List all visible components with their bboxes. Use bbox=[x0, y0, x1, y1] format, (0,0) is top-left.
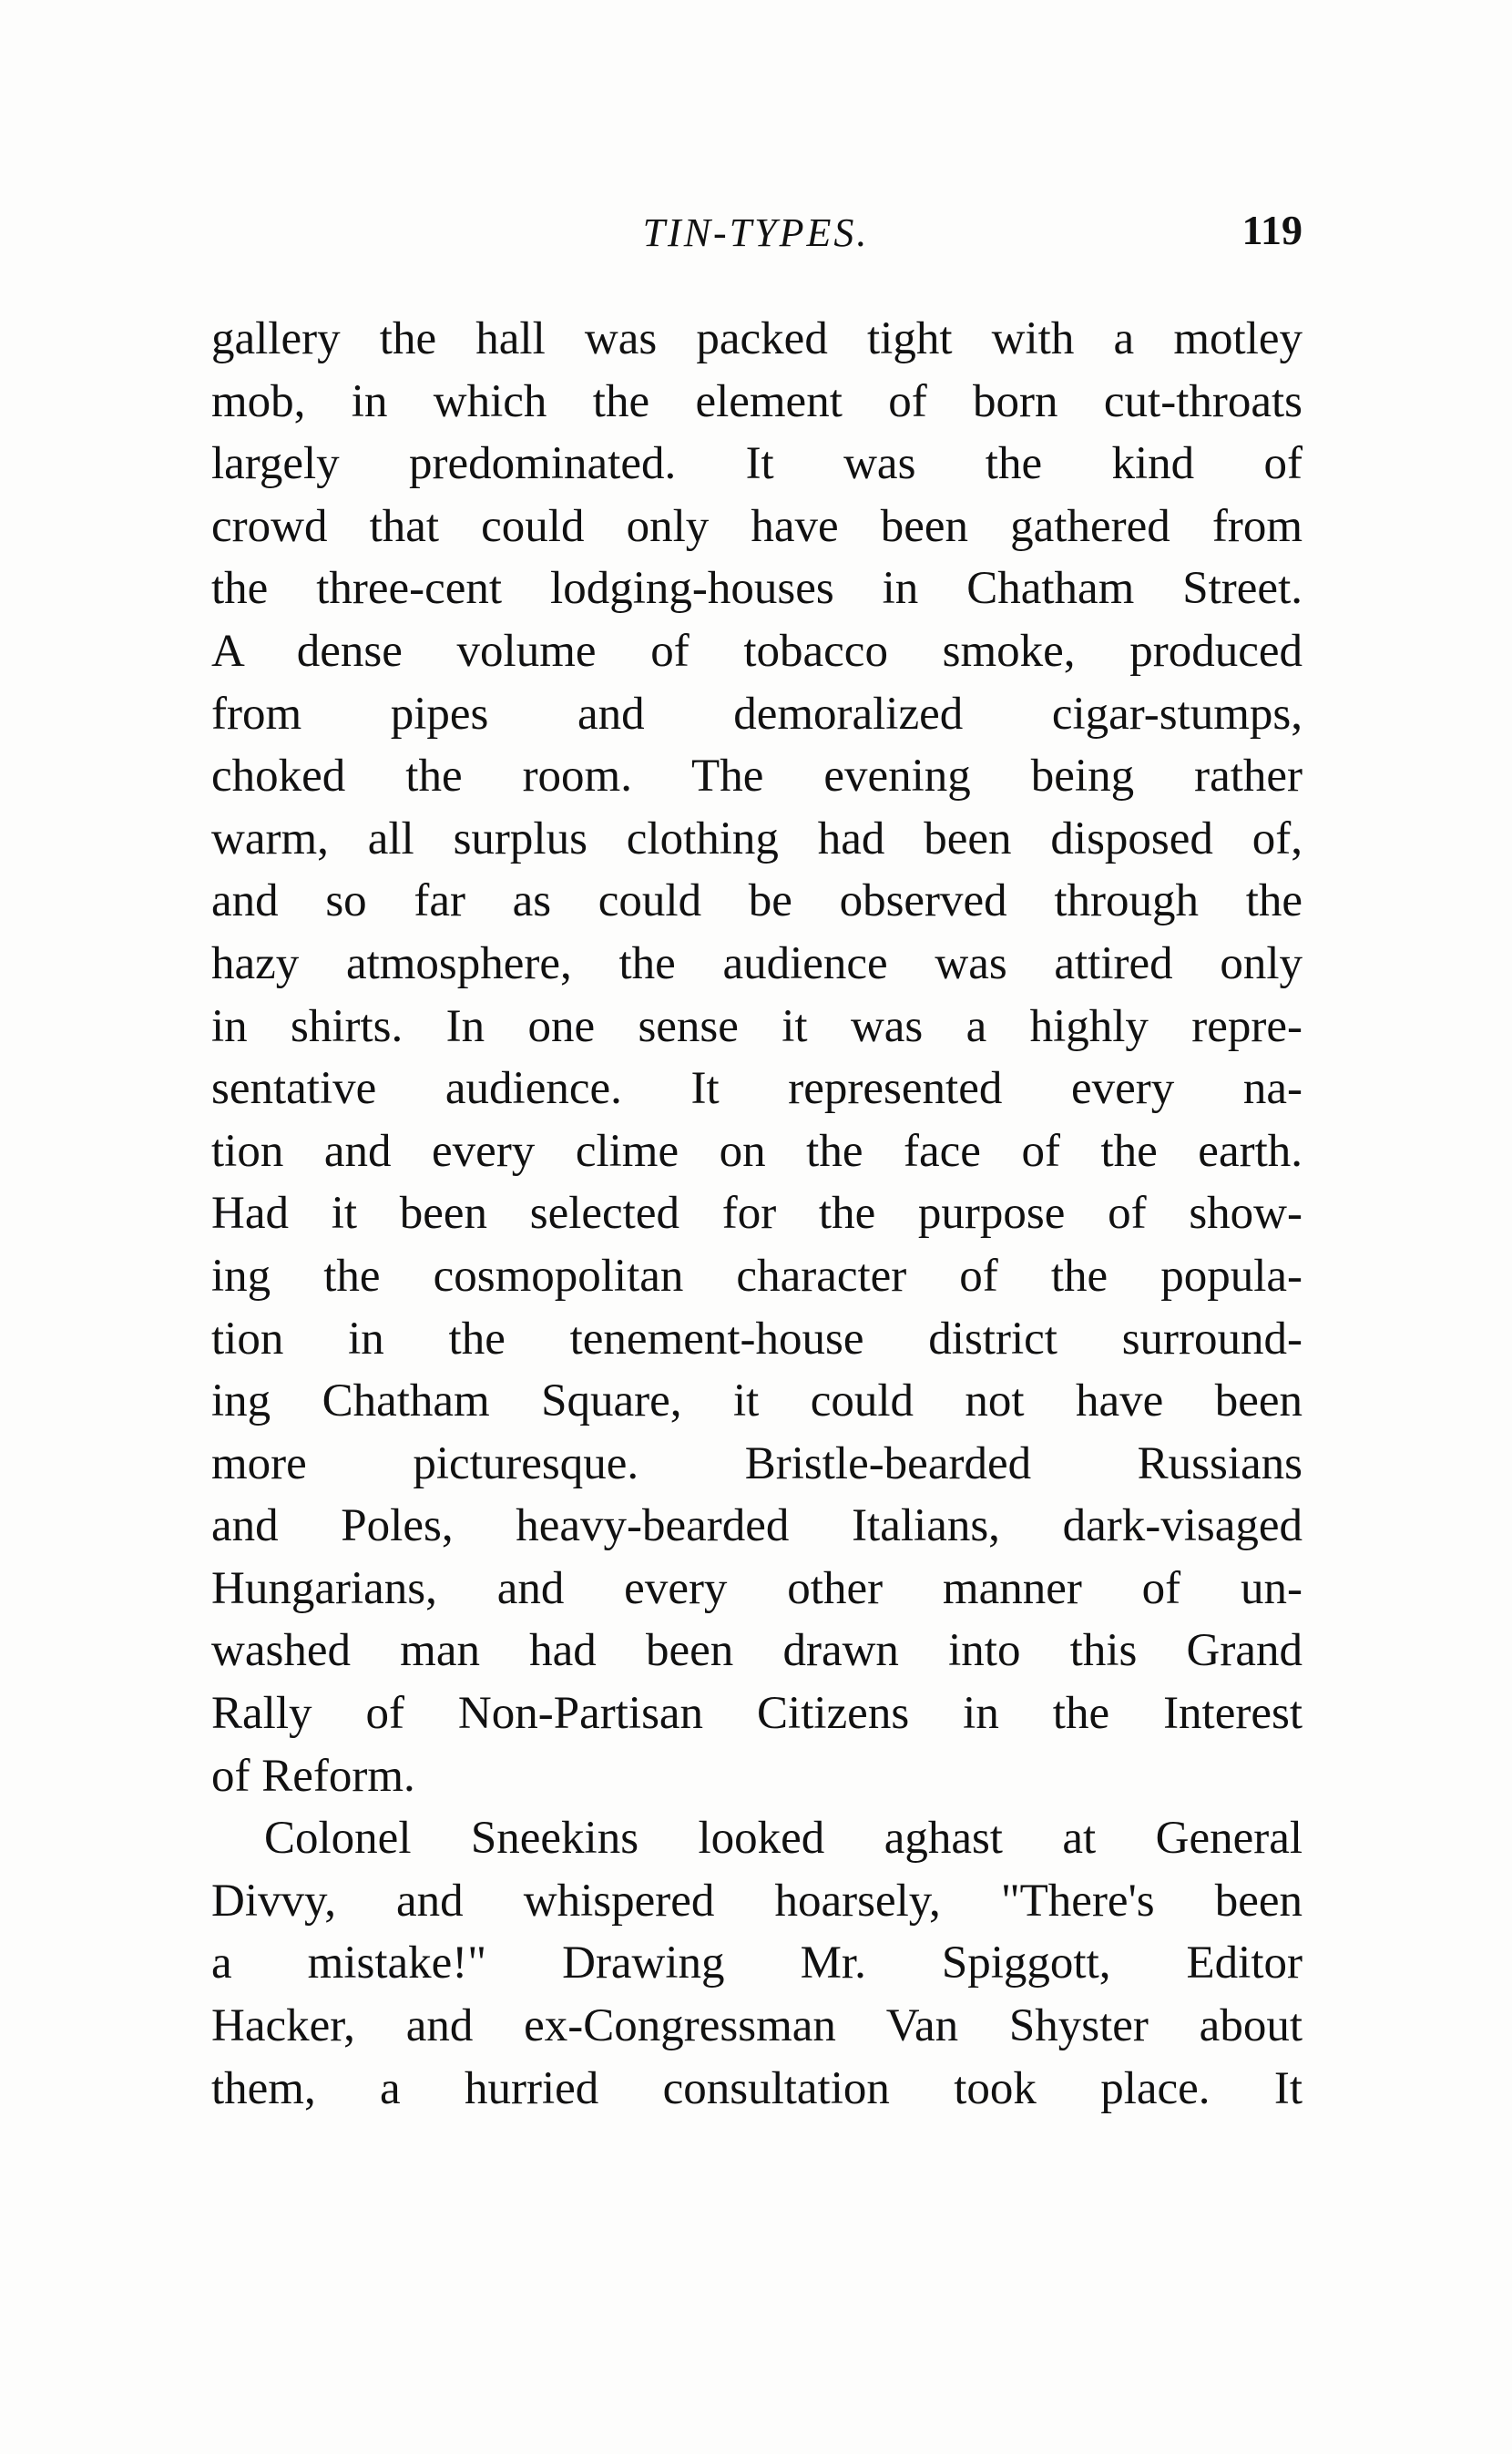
text-line: from pipes and demoralized cigar-stumps, bbox=[211, 688, 1303, 740]
text-line: Rally of Non-Partisan Citizens in the Interest bbox=[211, 1688, 1303, 1740]
body-text bbox=[211, 308, 1303, 2120]
page-number: 119 bbox=[1241, 207, 1303, 253]
text-line: tion in the tenement-house district surround- bbox=[211, 1313, 1303, 1365]
text-line: of Reform. bbox=[211, 1750, 415, 1802]
text-line: Divvy, and whispered hoarsely, "There's been bbox=[211, 1875, 1303, 1927]
text-line: them, a hurried consultation took place. It bbox=[211, 2062, 1303, 2114]
text-line: largely predominated. It was the kind of bbox=[211, 438, 1303, 490]
page-header bbox=[209, 206, 1303, 270]
text-line: in shirts. In one sense it was a highly repre- bbox=[211, 1000, 1303, 1052]
text-line: ing the cosmopolitan character of the popula- bbox=[211, 1250, 1303, 1302]
text-line: sentative audience. It represented every na- bbox=[211, 1063, 1303, 1115]
text-line: gallery the hall was packed tight with a motley bbox=[211, 313, 1303, 364]
text-line: mob, in which the element of born cut-throats bbox=[211, 375, 1303, 427]
text-line: tion and every clime on the face of the earth. bbox=[211, 1125, 1303, 1177]
running-title: TIN-TYPES. bbox=[642, 210, 870, 255]
text-line: more picturesque. Bristle-bearded Russians bbox=[211, 1437, 1303, 1489]
text-line: Hacker, and ex-Congressman Van Shyster about bbox=[211, 2000, 1303, 2052]
text-line: choked the room. The evening being rather bbox=[211, 751, 1303, 803]
text-line: A dense volume of tobacco smoke, produced bbox=[211, 625, 1303, 677]
text-line: a mistake!" Drawing Mr. Spiggott, Editor bbox=[211, 1938, 1303, 1989]
text-line: the three-cent lodging-houses in Chatham Street. bbox=[211, 563, 1303, 615]
text-line: washed man had been drawn into this Grand bbox=[211, 1625, 1303, 1677]
text-line: ing Chatham Square, it could not have been bbox=[211, 1375, 1303, 1427]
text-line: and Poles, heavy-bearded Italians, dark-visaged bbox=[211, 1500, 1303, 1552]
text-line: and so far as could be observed through the bbox=[211, 875, 1303, 927]
text-line: warm, all surplus clothing had been disposed of, bbox=[211, 813, 1303, 864]
paragraph bbox=[211, 308, 1303, 1807]
text-line: hazy atmosphere, the audience was attired only bbox=[211, 937, 1303, 989]
text-line: Had it been selected for the purpose of show- bbox=[211, 1188, 1303, 1240]
paragraph bbox=[211, 1807, 1303, 2120]
text-line: Colonel Sneekins looked aghast at General bbox=[264, 1813, 1303, 1865]
text-line: crowd that could only have been gathered from bbox=[211, 500, 1303, 552]
text-line: Hungarians, and every other manner of un- bbox=[211, 1562, 1303, 1614]
